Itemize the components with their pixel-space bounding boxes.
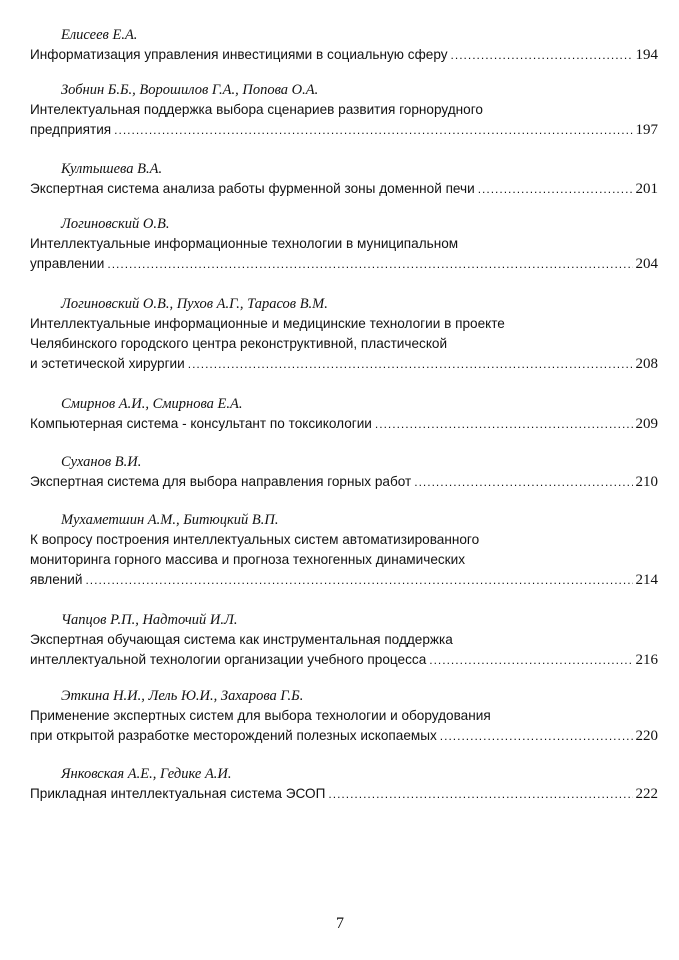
entry-title-line [30, 630, 658, 650]
entry-title-text: Экспертная система для выбора направления горных работ [30, 474, 412, 489]
entry-title-line [30, 706, 658, 726]
dot-leader [114, 120, 632, 140]
entry-title-line [30, 726, 658, 746]
entry-page: 201 [635, 181, 658, 197]
toc-entry [30, 294, 658, 374]
entry-page: 204 [635, 256, 658, 272]
dot-leader [107, 254, 632, 274]
entry-title-text: интеллектуальной технологии организации учебного процесса [30, 652, 427, 667]
dot-leader [188, 354, 633, 374]
dot-leader [414, 472, 632, 492]
entry-page: 197 [635, 122, 658, 138]
toc-entry [30, 214, 658, 274]
entry-title-line [30, 45, 658, 65]
entry-title-text: явлений [30, 572, 83, 587]
entry-title-text: Челябинского городского центра реконструктивной, пластической [30, 336, 448, 351]
toc-entry [30, 80, 658, 140]
entry-authors: Логиновский О.В. [61, 216, 170, 232]
entry-title-text: Применение экспертных систем для выбора технологии и оборудования [30, 708, 491, 723]
toc-entry [30, 25, 658, 65]
entry-title-line [30, 254, 658, 274]
dot-leader [478, 179, 633, 199]
entry-title-line [30, 784, 658, 804]
entry-authors: Култышева В.А. [61, 161, 163, 177]
entry-page: 209 [635, 416, 658, 432]
entry-page: 220 [635, 728, 658, 744]
dot-leader [451, 45, 633, 65]
toc-entry [30, 159, 658, 199]
dot-leader [328, 784, 632, 804]
entry-authors: Зобнин Б.Б., Ворошилов Г.А., Попова О.А. [61, 82, 319, 98]
entry-title-line [30, 334, 658, 354]
entry-title-line [30, 650, 658, 670]
toc-entry [30, 452, 658, 492]
entry-title-text: Интеллектуальные информационные технологии в муниципальном [30, 236, 459, 251]
entry-authors: Смирнов А.И., Смирнова Е.А. [61, 396, 243, 412]
entry-title-line [30, 354, 658, 374]
entry-page: 210 [635, 474, 658, 490]
dot-leader [429, 650, 632, 670]
entry-title-text: Прикладная интеллектуальная система ЭСОП [30, 786, 326, 801]
entry-title-text: управлении [30, 256, 105, 271]
toc-entry [30, 394, 658, 434]
entry-title-line [30, 530, 658, 550]
toc-entry [30, 510, 658, 590]
page-number: 7 [336, 915, 344, 932]
entry-authors: Мухаметшин А.М., Битюцкий В.П. [61, 512, 279, 528]
entry-title-text: К вопросу построения интеллектуальных систем автоматизированного [30, 532, 480, 547]
entry-title-text: Компьютерная система - консультант по токсикологии [30, 416, 372, 431]
entry-title-line [30, 100, 658, 120]
entry-page: 194 [635, 47, 658, 63]
entry-title-line [30, 414, 658, 434]
entry-title-line [30, 570, 658, 590]
toc-entry [30, 686, 658, 746]
entry-title-line [30, 234, 658, 254]
entry-authors: Елисеев Е.А. [61, 27, 138, 43]
entry-title-text: Интелектуальная поддержка выбора сценариев развития горнорудного [30, 102, 483, 117]
dot-leader [85, 570, 632, 590]
dot-leader [440, 726, 633, 746]
entry-title-text: при открытой разработке месторождений полезных ископаемых [30, 728, 437, 743]
entry-authors: Янковская А.Е., Гедике А.И. [61, 766, 232, 782]
entry-page: 214 [635, 572, 658, 588]
entry-title-text: предприятия [30, 122, 112, 137]
toc-entry [30, 610, 658, 670]
entry-page: 222 [635, 786, 658, 802]
entry-title-text: мониторинга горного массива и прогноза техногенных динамических [30, 552, 466, 567]
entry-page: 208 [635, 356, 658, 372]
dot-leader [375, 414, 633, 434]
entry-title-line [30, 120, 658, 140]
entry-title-line [30, 179, 658, 199]
entry-title-text: Экспертная обучающая система как инструментальная поддержка [30, 632, 453, 647]
entry-authors: Эткина Н.И., Лель Ю.И., Захарова Г.Б. [61, 688, 304, 704]
toc-entry [30, 764, 658, 804]
entry-title-line [30, 550, 658, 570]
entry-authors: Чапцов Р.П., Надточий И.Л. [61, 612, 238, 628]
entry-title-line [30, 472, 658, 492]
entry-page: 216 [635, 652, 658, 668]
entry-title-text: Интеллектуальные информационные и медицинские технологии в проекте [30, 316, 505, 331]
entry-authors: Логиновский О.В., Пухов А.Г., Тарасов В.М. [61, 296, 328, 312]
entry-title-line [30, 314, 658, 334]
entry-title-text: Экспертная система анализа работы фурменной зоны доменной печи [30, 181, 475, 196]
entry-title-text: Информатизация управления инвестициями в социальную сферу [30, 47, 448, 62]
entry-title-text: и эстетической хирургии [30, 356, 185, 371]
entry-authors: Суханов В.И. [61, 454, 142, 470]
